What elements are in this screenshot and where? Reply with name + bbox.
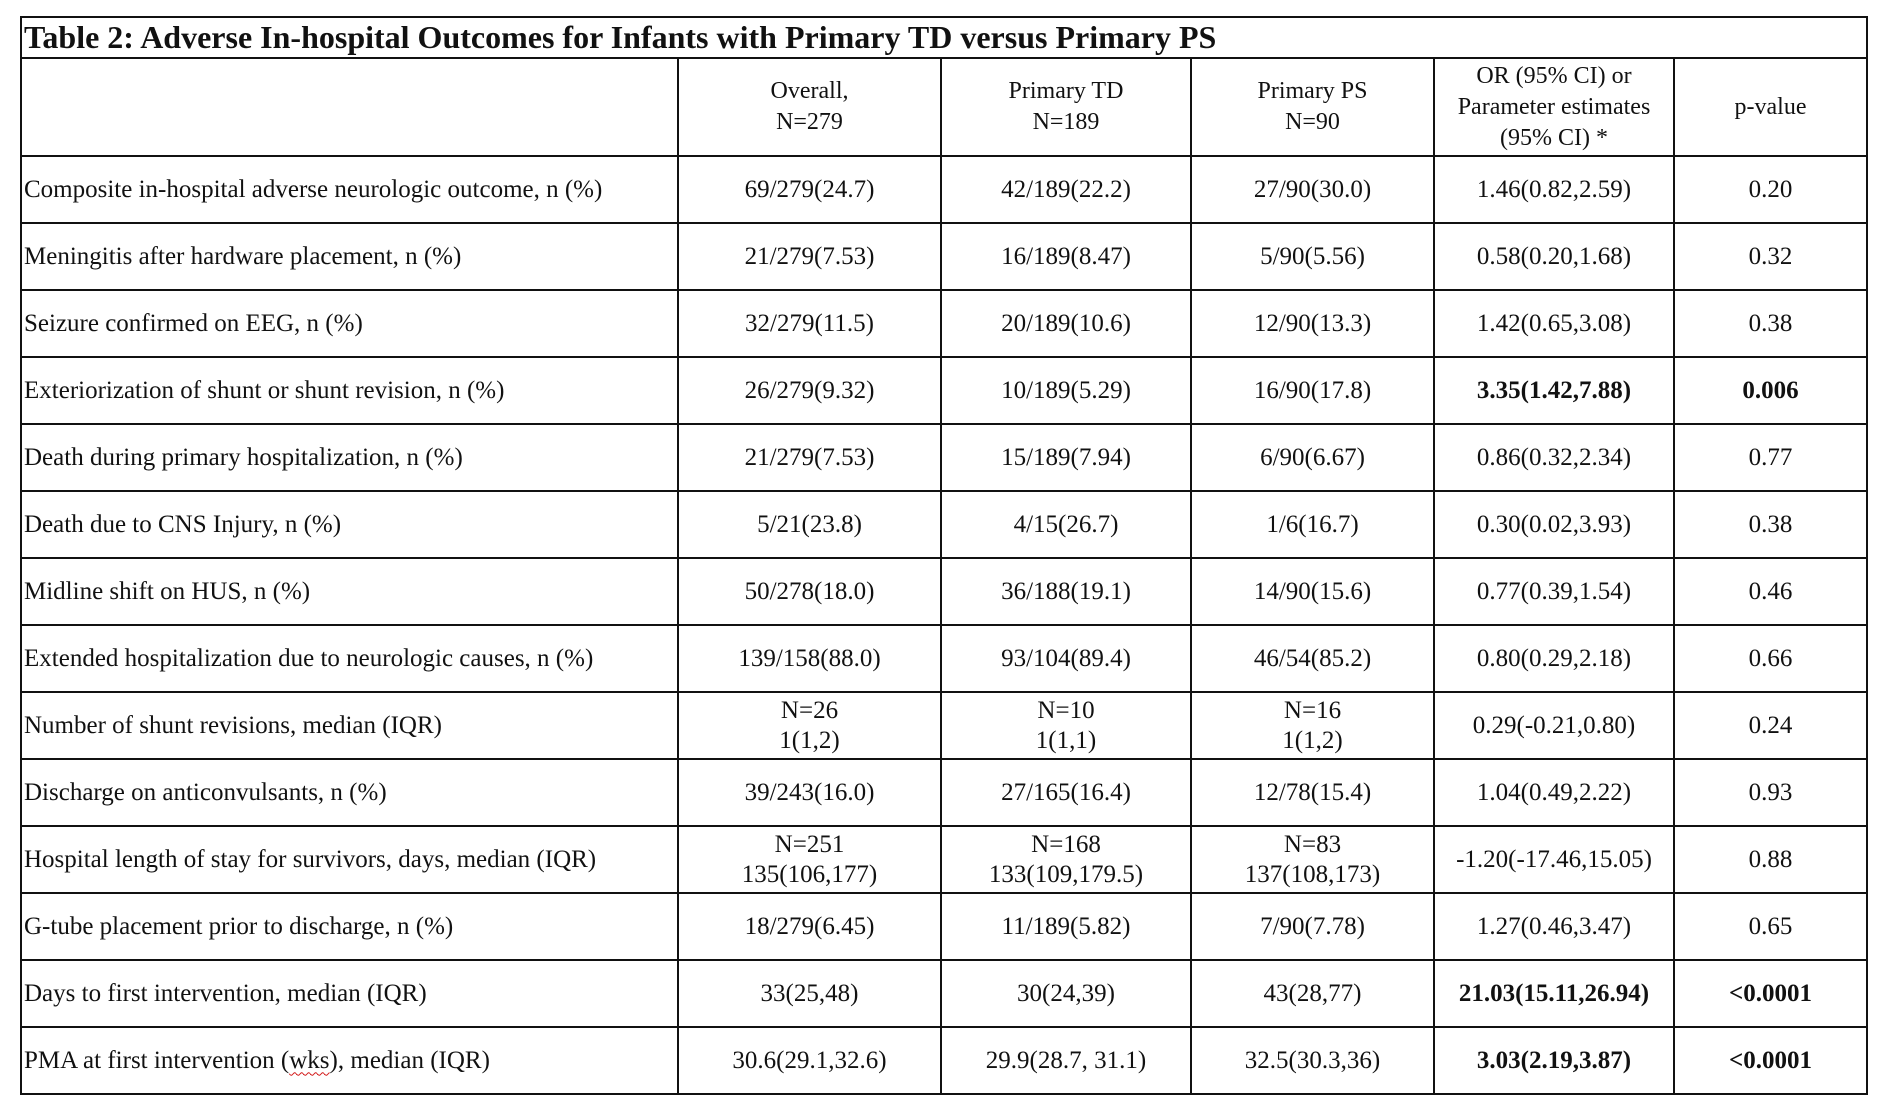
overall-value — [678, 759, 941, 826]
primary-ps-value-line: 1(1,2) — [1282, 726, 1343, 754]
overall-value-line: 18/279(6.45) — [744, 912, 875, 940]
overall-value-line: 39/243(16.0) — [744, 778, 875, 806]
primary-td-value-line: 1(1,1) — [1035, 726, 1097, 754]
table-row — [21, 558, 1867, 625]
overall-value-line: 33(25,48) — [760, 979, 859, 1007]
primary-ps-value-line: 5/90(5.56) — [1260, 242, 1365, 270]
estimate-value: 0.86(0.32,2.34) — [1434, 424, 1674, 491]
overall-value — [678, 826, 941, 893]
row-label: Number of shunt revisions, median (IQR) — [21, 692, 678, 759]
primary-td-value — [941, 424, 1191, 491]
primary-ps-value-line: 14/90(15.6) — [1253, 577, 1372, 605]
primary-td-value — [941, 1027, 1191, 1094]
primary-td-value-line: 133(109,179.5) — [988, 860, 1144, 888]
estimate-value: 0.80(0.29,2.18) — [1434, 625, 1674, 692]
estimate-value: 1.46(0.82,2.59) — [1434, 156, 1674, 223]
header-line: (95% CI) * — [1500, 124, 1608, 151]
primary-td-value — [941, 491, 1191, 558]
header-p-value — [1674, 58, 1867, 156]
p-value: <0.0001 — [1674, 960, 1867, 1027]
primary-td-value-line: 10/189(5.29) — [1001, 376, 1131, 404]
overall-value-line: 21/279(7.53) — [744, 443, 875, 471]
primary-td-value — [941, 826, 1191, 893]
row-label: Days to first intervention, median (IQR) — [21, 960, 678, 1027]
primary-ps-value — [1191, 156, 1434, 223]
primary-ps-value — [1191, 692, 1434, 759]
header-line: N=189 — [1032, 109, 1100, 135]
header-line: Overall, — [770, 78, 849, 104]
primary-td-value-line: 36/188(19.1) — [1001, 577, 1131, 605]
estimate-value: 1.27(0.46,3.47) — [1434, 893, 1674, 960]
overall-value — [678, 424, 941, 491]
primary-td-value — [941, 960, 1191, 1027]
primary-td-value — [941, 558, 1191, 625]
primary-ps-value — [1191, 357, 1434, 424]
primary-td-value — [941, 290, 1191, 357]
overall-value — [678, 625, 941, 692]
row-label: Midline shift on HUS, n (%) — [21, 558, 678, 625]
primary-ps-value — [1191, 1027, 1434, 1094]
table-row — [21, 960, 1867, 1027]
estimate-value: 0.58(0.20,1.68) — [1434, 223, 1674, 290]
p-value: 0.20 — [1674, 156, 1867, 223]
primary-td-value — [941, 893, 1191, 960]
table-row — [21, 156, 1867, 223]
primary-ps-value-line: 46/54(85.2) — [1253, 644, 1372, 672]
row-label: Exteriorization of shunt or shunt revision, n (%) — [21, 357, 678, 424]
p-value: 0.38 — [1674, 491, 1867, 558]
primary-ps-value — [1191, 960, 1434, 1027]
p-value: 0.93 — [1674, 759, 1867, 826]
table-row — [21, 625, 1867, 692]
primary-td-value-line: 15/189(7.94) — [1001, 443, 1131, 471]
primary-ps-value — [1191, 491, 1434, 558]
header-primary-td — [941, 58, 1191, 156]
overall-value — [678, 357, 941, 424]
primary-ps-value — [1191, 759, 1434, 826]
table-row — [21, 759, 1867, 826]
primary-td-value-line: 4/15(26.7) — [1013, 510, 1119, 538]
primary-ps-value — [1191, 558, 1434, 625]
estimate-value: 3.35(1.42,7.88) — [1434, 357, 1674, 424]
overall-value — [678, 558, 941, 625]
primary-td-value-line: 30(24,39) — [1017, 979, 1115, 1007]
primary-ps-value-line: 137(108,173) — [1244, 860, 1381, 888]
p-value: 0.77 — [1674, 424, 1867, 491]
table-row — [21, 826, 1867, 893]
table-row — [21, 424, 1867, 491]
overall-value-line: 26/279(9.32) — [744, 376, 875, 404]
row-label-part: ), median (IQR) — [329, 1046, 490, 1074]
primary-td-value-line: 11/189(5.82) — [1001, 912, 1131, 940]
estimate-value: 0.77(0.39,1.54) — [1434, 558, 1674, 625]
primary-td-value-line: 29.9(28.7, 31.1) — [985, 1046, 1147, 1074]
primary-ps-value-line: N=83 — [1283, 830, 1342, 858]
row-label-part: PMA at first intervention ( — [24, 1046, 290, 1074]
primary-ps-value — [1191, 424, 1434, 491]
row-label: Discharge on anticonvulsants, n (%) — [21, 759, 678, 826]
row-label: Seizure confirmed on EEG, n (%) — [21, 290, 678, 357]
primary-td-value — [941, 625, 1191, 692]
primary-ps-value — [1191, 290, 1434, 357]
primary-td-value-line: 16/189(8.47) — [1001, 242, 1131, 270]
row-label: G-tube placement prior to discharge, n (%) — [21, 893, 678, 960]
p-value: 0.46 — [1674, 558, 1867, 625]
primary-ps-value-line: 12/78(15.4) — [1253, 778, 1372, 806]
estimate-value: 3.03(2.19,3.87) — [1434, 1027, 1674, 1094]
estimate-value: 1.42(0.65,3.08) — [1434, 290, 1674, 357]
primary-td-value-line: N=10 — [1037, 696, 1095, 724]
primary-ps-value-line: 16/90(17.8) — [1253, 376, 1372, 404]
row-label: Meningitis after hardware placement, n (%) — [21, 223, 678, 290]
primary-ps-value — [1191, 223, 1434, 290]
overall-value-line: 1(1,2) — [779, 726, 840, 754]
header-estimate — [1434, 58, 1674, 156]
primary-ps-value-line: 1/6(16.7) — [1266, 510, 1359, 538]
table-title: Table 2: Adverse In-hospital Outcomes for Infants with Primary TD versus Primary PS — [21, 17, 1867, 58]
primary-td-value-line: 93/104(89.4) — [1001, 644, 1131, 672]
p-value: <0.0001 — [1674, 1027, 1867, 1094]
header-line: p-value — [1734, 93, 1807, 120]
primary-ps-value — [1191, 893, 1434, 960]
overall-value-line: 5/21(23.8) — [757, 510, 862, 538]
table-container — [20, 16, 1866, 1095]
primary-ps-value-line: 43(28,77) — [1263, 979, 1362, 1007]
overall-value — [678, 491, 941, 558]
row-label: Composite in-hospital adverse neurologic outcome, n (%) — [21, 156, 678, 223]
row-label — [21, 1027, 678, 1094]
primary-td-value — [941, 759, 1191, 826]
overall-value — [678, 893, 941, 960]
overall-value-line: 30.6(29.1,32.6) — [732, 1046, 887, 1074]
header-line: Parameter estimates — [1457, 93, 1651, 120]
p-value: 0.65 — [1674, 893, 1867, 960]
overall-value — [678, 156, 941, 223]
overall-value — [678, 223, 941, 290]
overall-value-line: 32/279(11.5) — [745, 309, 874, 337]
overall-value-line: N=251 — [774, 830, 845, 858]
primary-td-value — [941, 692, 1191, 759]
header-line: N=90 — [1285, 109, 1340, 135]
p-value: 0.88 — [1674, 826, 1867, 893]
outcomes-table — [20, 16, 1868, 1095]
p-value: 0.006 — [1674, 357, 1867, 424]
estimate-value: 1.04(0.49,2.22) — [1434, 759, 1674, 826]
row-label: Death due to CNS Injury, n (%) — [21, 491, 678, 558]
primary-ps-value — [1191, 625, 1434, 692]
overall-value-line: 69/279(24.7) — [744, 175, 875, 203]
primary-td-value — [941, 357, 1191, 424]
primary-ps-value-line: 7/90(7.78) — [1260, 912, 1365, 940]
overall-value — [678, 960, 941, 1027]
estimate-value: 0.30(0.02,3.93) — [1434, 491, 1674, 558]
row-label: Extended hospitalization due to neurologic causes, n (%) — [21, 625, 678, 692]
primary-td-value-line: 20/189(10.6) — [1001, 309, 1131, 337]
p-value: 0.38 — [1674, 290, 1867, 357]
primary-td-value — [941, 223, 1191, 290]
table-row — [21, 491, 1867, 558]
table-row — [21, 223, 1867, 290]
primary-td-value-line: N=168 — [1031, 830, 1101, 858]
p-value: 0.24 — [1674, 692, 1867, 759]
header-line: OR (95% CI) or — [1476, 62, 1632, 89]
table-row — [21, 692, 1867, 759]
primary-td-value-line: 42/189(22.2) — [1001, 175, 1131, 203]
estimate-value: 0.29(-0.21,0.80) — [1434, 692, 1674, 759]
header-primary-ps — [1191, 58, 1434, 156]
estimate-value: 21.03(15.11,26.94) — [1434, 960, 1674, 1027]
row-label: Death during primary hospitalization, n (%) — [21, 424, 678, 491]
primary-ps-value-line: 32.5(30.3,36) — [1244, 1046, 1381, 1074]
overall-value — [678, 290, 941, 357]
primary-ps-value — [1191, 826, 1434, 893]
overall-value-line: 139/158(88.0) — [738, 644, 881, 672]
p-value: 0.32 — [1674, 223, 1867, 290]
primary-ps-value-line: 12/90(13.3) — [1253, 309, 1372, 337]
table-row — [21, 357, 1867, 424]
table-row — [21, 290, 1867, 357]
overall-value — [678, 1027, 941, 1094]
table-row — [21, 1027, 1867, 1094]
overall-value-line: N=26 — [780, 696, 839, 724]
primary-td-value — [941, 156, 1191, 223]
p-value: 0.66 — [1674, 625, 1867, 692]
header-line: Primary TD — [1008, 78, 1124, 104]
primary-ps-value-line: 6/90(6.67) — [1260, 443, 1365, 471]
header-blank — [21, 58, 678, 156]
primary-td-value-line: 27/165(16.4) — [1001, 778, 1131, 806]
header-overall — [678, 58, 941, 156]
row-label: Hospital length of stay for survivors, days, median (IQR) — [21, 826, 678, 893]
overall-value-line: 135(106,177) — [741, 860, 878, 888]
header-line: Primary PS — [1257, 78, 1368, 104]
row-label-unit: wks — [289, 1046, 330, 1074]
header-line: N=279 — [776, 109, 843, 135]
overall-value-line: 21/279(7.53) — [744, 242, 875, 270]
estimate-value: -1.20(-17.46,15.05) — [1434, 826, 1674, 893]
title-row — [21, 17, 1867, 58]
table-row — [21, 893, 1867, 960]
overall-value — [678, 692, 941, 759]
primary-ps-value-line: N=16 — [1283, 696, 1342, 724]
primary-ps-value-line: 27/90(30.0) — [1253, 175, 1372, 203]
overall-value-line: 50/278(18.0) — [744, 577, 875, 605]
header-row — [21, 58, 1867, 156]
